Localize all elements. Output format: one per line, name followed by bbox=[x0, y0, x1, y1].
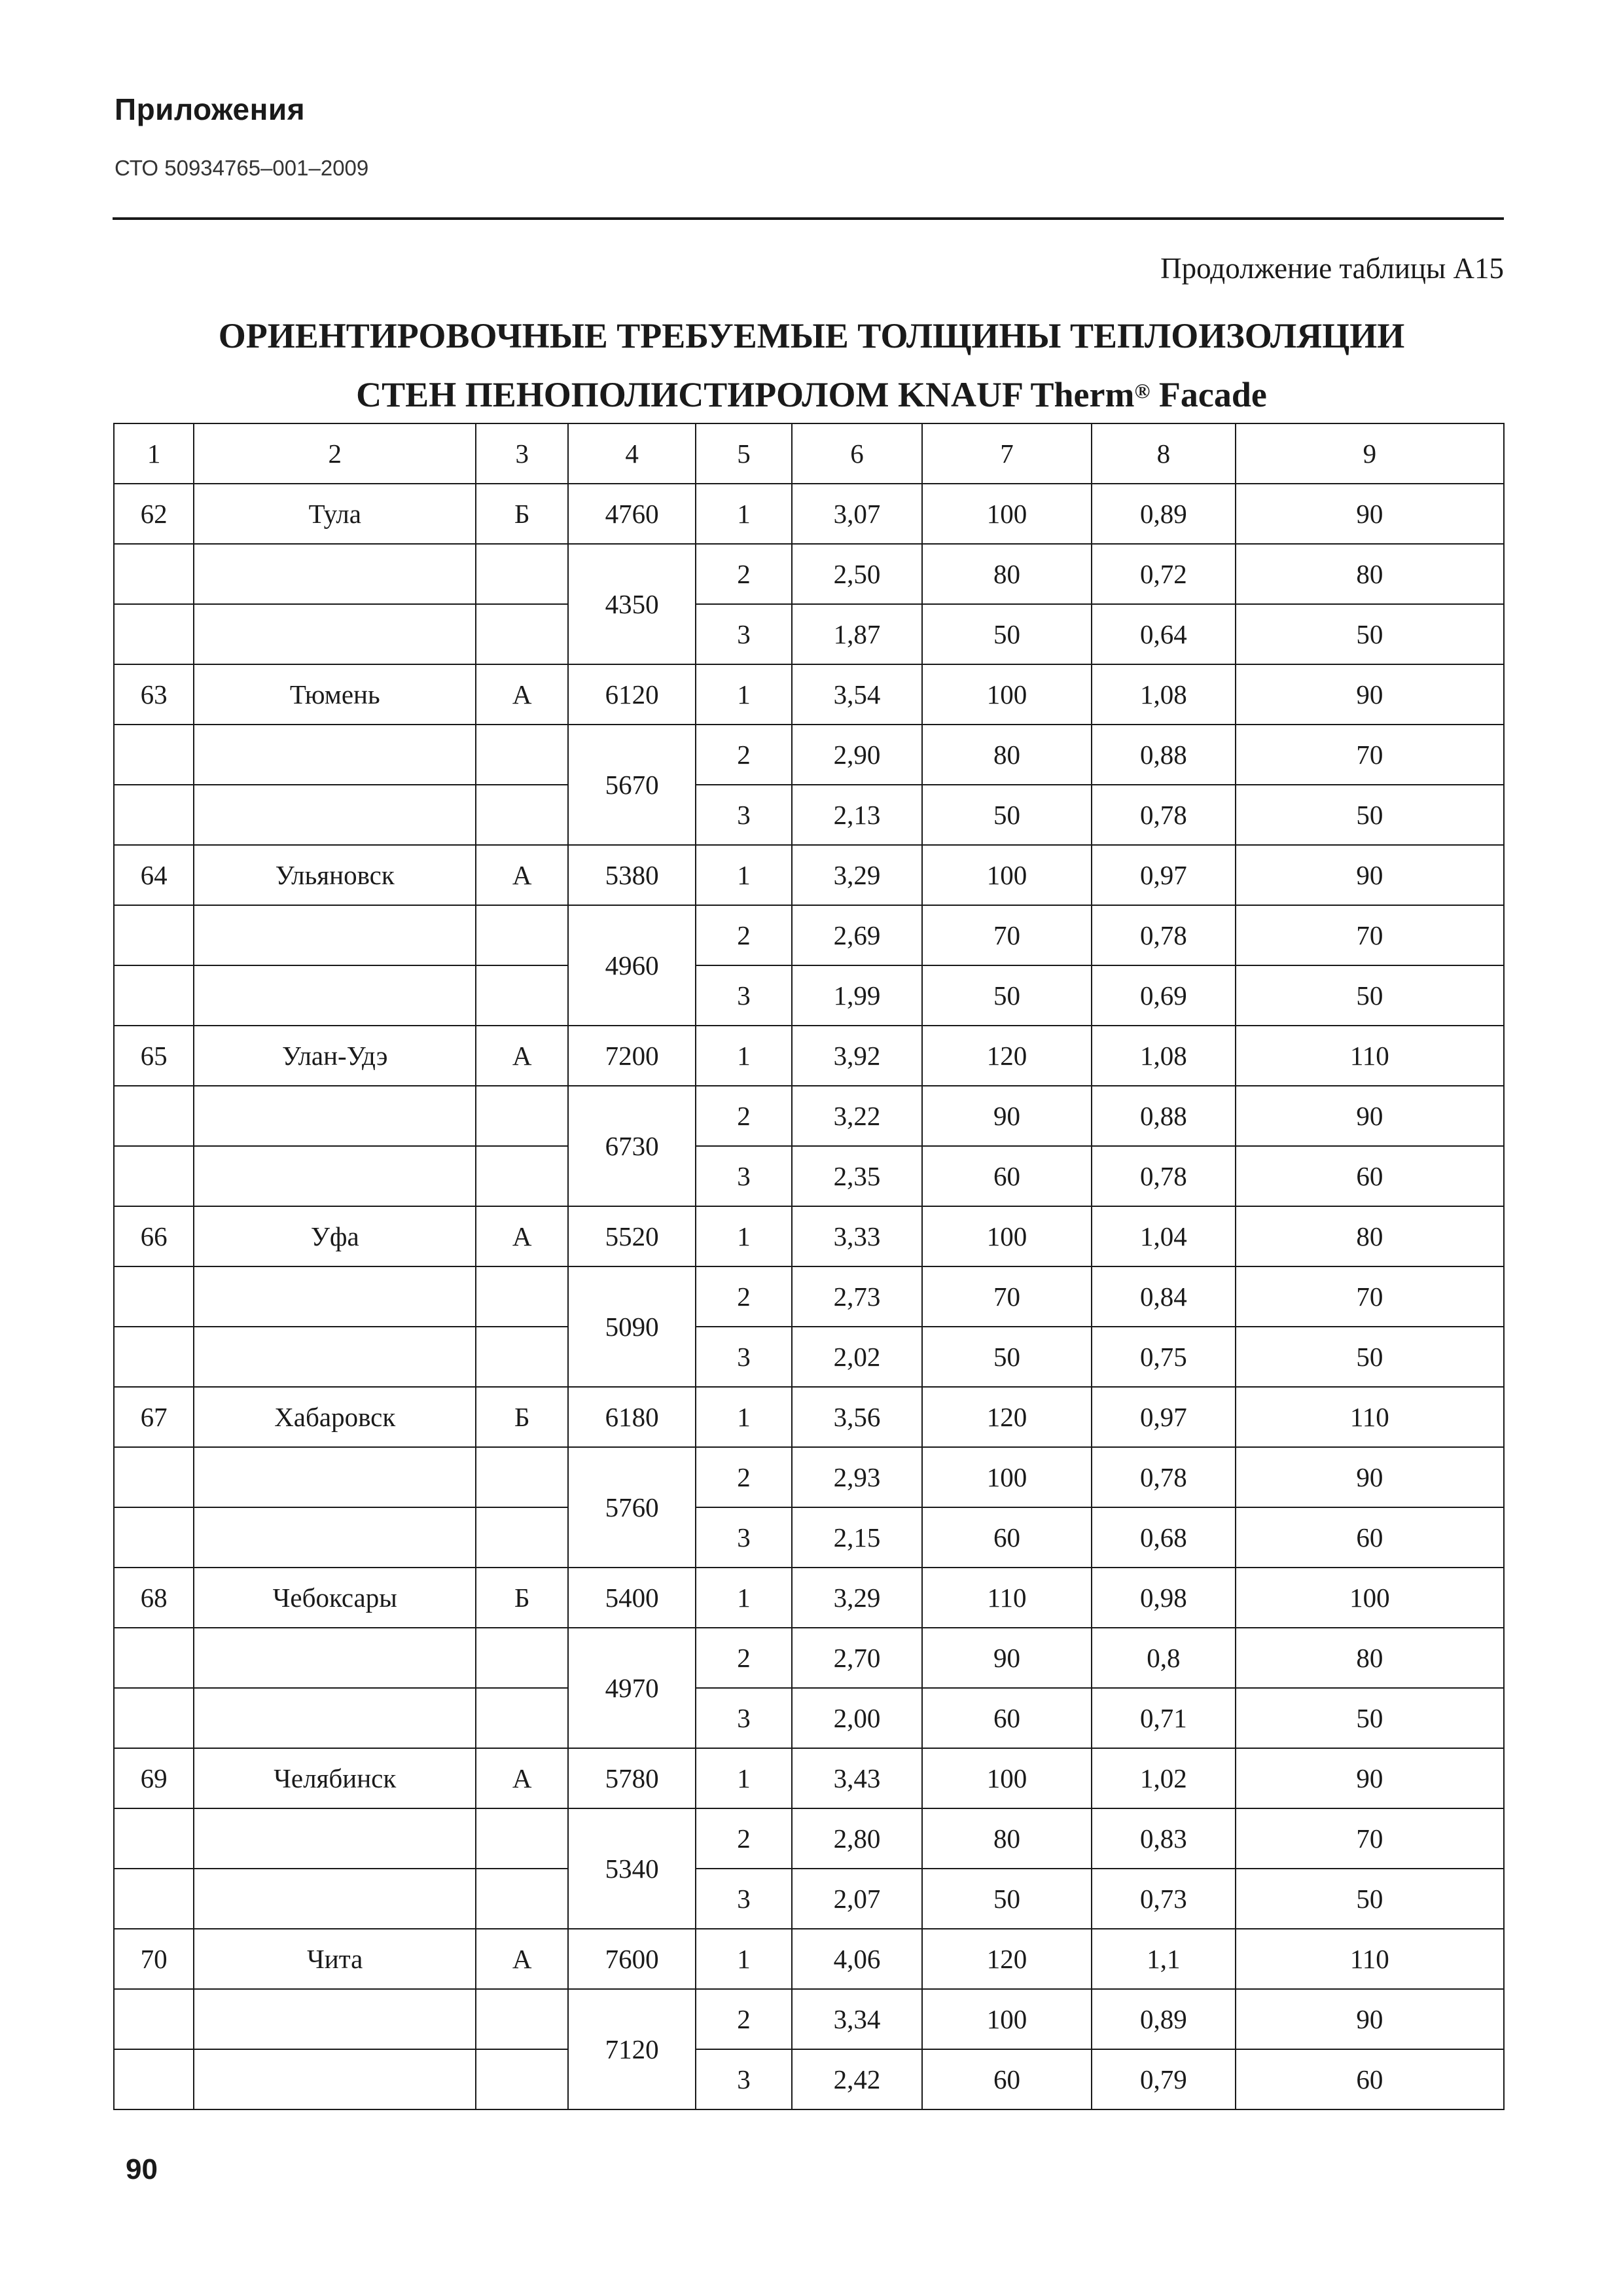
empty-cell bbox=[194, 965, 476, 1026]
value-cell: 110 bbox=[1236, 1387, 1504, 1447]
column-number: 7 bbox=[922, 423, 1092, 484]
empty-cell bbox=[194, 725, 476, 785]
resistance-cell: 3,43 bbox=[792, 1748, 922, 1808]
row-number-cell: 62 bbox=[114, 484, 194, 544]
thickness-cell: 90 bbox=[922, 1628, 1092, 1688]
document-code: СТО 50934765–001–2009 bbox=[115, 156, 369, 180]
empty-cell bbox=[194, 905, 476, 965]
empty-cell bbox=[114, 1507, 194, 1568]
variant-cell: 3 bbox=[696, 785, 792, 845]
empty-cell bbox=[114, 1989, 194, 2049]
coefficient-cell: 1,04 bbox=[1092, 1206, 1236, 1266]
coefficient-cell: 0,75 bbox=[1092, 1327, 1236, 1387]
degree-days-cell: 6180 bbox=[568, 1387, 696, 1447]
zone-cell: А bbox=[476, 1206, 568, 1266]
thickness-cell: 90 bbox=[922, 1086, 1092, 1146]
degree-days-cell: 4350 bbox=[568, 544, 696, 664]
table-row bbox=[114, 845, 1504, 905]
variant-cell: 3 bbox=[696, 2049, 792, 2109]
empty-cell bbox=[194, 1266, 476, 1327]
coefficient-cell: 1,08 bbox=[1092, 664, 1236, 725]
empty-cell bbox=[476, 1086, 568, 1146]
value-cell: 50 bbox=[1236, 965, 1504, 1026]
resistance-cell: 3,33 bbox=[792, 1206, 922, 1266]
value-cell: 90 bbox=[1236, 1086, 1504, 1146]
variant-cell: 2 bbox=[696, 1266, 792, 1327]
coefficient-cell: 0,72 bbox=[1092, 544, 1236, 604]
coefficient-cell: 0,64 bbox=[1092, 604, 1236, 664]
value-cell: 80 bbox=[1236, 1628, 1504, 1688]
coefficient-cell: 0,79 bbox=[1092, 2049, 1236, 2109]
value-cell: 70 bbox=[1236, 1266, 1504, 1327]
variant-cell: 2 bbox=[696, 1808, 792, 1869]
zone-cell: А bbox=[476, 1026, 568, 1086]
empty-cell bbox=[194, 544, 476, 604]
city-cell: Уфа bbox=[194, 1206, 476, 1266]
variant-cell: 2 bbox=[696, 1628, 792, 1688]
resistance-cell: 4,06 bbox=[792, 1929, 922, 1989]
empty-cell bbox=[476, 905, 568, 965]
empty-cell bbox=[476, 1507, 568, 1568]
empty-cell bbox=[114, 785, 194, 845]
zone-cell: А bbox=[476, 1748, 568, 1808]
table-title bbox=[0, 306, 1623, 424]
variant-cell: 3 bbox=[696, 1146, 792, 1206]
empty-cell bbox=[194, 2049, 476, 2109]
table-title-line-2 bbox=[0, 365, 1623, 424]
empty-cell bbox=[114, 544, 194, 604]
row-number-cell: 63 bbox=[114, 664, 194, 725]
resistance-cell: 2,70 bbox=[792, 1628, 922, 1688]
resistance-cell: 3,29 bbox=[792, 1568, 922, 1628]
city-cell: Чита bbox=[194, 1929, 476, 1989]
empty-cell bbox=[114, 965, 194, 1026]
city-cell: Тюмень bbox=[194, 664, 476, 725]
value-cell: 110 bbox=[1236, 1026, 1504, 1086]
empty-cell bbox=[114, 1146, 194, 1206]
coefficient-cell: 0,78 bbox=[1092, 785, 1236, 845]
coefficient-cell: 0,73 bbox=[1092, 1869, 1236, 1929]
value-cell: 50 bbox=[1236, 785, 1504, 845]
resistance-cell: 2,90 bbox=[792, 725, 922, 785]
row-number-cell: 67 bbox=[114, 1387, 194, 1447]
resistance-cell: 2,42 bbox=[792, 2049, 922, 2109]
value-cell: 50 bbox=[1236, 1688, 1504, 1748]
city-cell: Чебоксары bbox=[194, 1568, 476, 1628]
empty-cell bbox=[476, 725, 568, 785]
resistance-cell: 2,69 bbox=[792, 905, 922, 965]
thickness-cell: 80 bbox=[922, 544, 1092, 604]
empty-cell bbox=[476, 544, 568, 604]
table-row bbox=[114, 1447, 1504, 1507]
empty-cell bbox=[194, 1447, 476, 1507]
table-title-line-1: ОРИЕНТИРОВОЧНЫЕ ТРЕБУЕМЫЕ ТОЛЩИНЫ ТЕПЛОИЗОЛЯЦИИ bbox=[218, 316, 1405, 355]
table-row bbox=[114, 1869, 1504, 1929]
table-row bbox=[114, 1929, 1504, 1989]
degree-days-cell: 4760 bbox=[568, 484, 696, 544]
degree-days-cell: 5340 bbox=[568, 1808, 696, 1929]
empty-cell bbox=[114, 2049, 194, 2109]
city-cell: Тула bbox=[194, 484, 476, 544]
degree-days-cell: 5400 bbox=[568, 1568, 696, 1628]
table-row bbox=[114, 604, 1504, 664]
thickness-cell: 100 bbox=[922, 1447, 1092, 1507]
table-row bbox=[114, 1026, 1504, 1086]
value-cell: 110 bbox=[1236, 1929, 1504, 1989]
empty-cell bbox=[114, 1266, 194, 1327]
thickness-cell: 120 bbox=[922, 1387, 1092, 1447]
resistance-cell: 2,15 bbox=[792, 1507, 922, 1568]
resistance-cell: 2,50 bbox=[792, 544, 922, 604]
resistance-cell: 1,87 bbox=[792, 604, 922, 664]
row-number-cell: 64 bbox=[114, 845, 194, 905]
value-cell: 70 bbox=[1236, 1808, 1504, 1869]
resistance-cell: 3,07 bbox=[792, 484, 922, 544]
resistance-cell: 2,07 bbox=[792, 1869, 922, 1929]
variant-cell: 3 bbox=[696, 1688, 792, 1748]
thickness-cell: 60 bbox=[922, 1146, 1092, 1206]
value-cell: 60 bbox=[1236, 1146, 1504, 1206]
value-cell: 100 bbox=[1236, 1568, 1504, 1628]
empty-cell bbox=[114, 1447, 194, 1507]
variant-cell: 1 bbox=[696, 1929, 792, 1989]
empty-cell bbox=[114, 1688, 194, 1748]
empty-cell bbox=[114, 1869, 194, 1929]
zone-cell: Б bbox=[476, 1568, 568, 1628]
table-row bbox=[114, 905, 1504, 965]
value-cell: 90 bbox=[1236, 1447, 1504, 1507]
thickness-cell: 60 bbox=[922, 2049, 1092, 2109]
insulation-thickness-table bbox=[113, 423, 1505, 2110]
variant-cell: 2 bbox=[696, 1989, 792, 2049]
thickness-cell: 100 bbox=[922, 1748, 1092, 1808]
table-row bbox=[114, 1507, 1504, 1568]
empty-cell bbox=[476, 1688, 568, 1748]
column-number: 2 bbox=[194, 423, 476, 484]
zone-cell: А bbox=[476, 1929, 568, 1989]
value-cell: 60 bbox=[1236, 2049, 1504, 2109]
resistance-cell: 2,73 bbox=[792, 1266, 922, 1327]
empty-cell bbox=[476, 1989, 568, 2049]
city-cell: Ульяновск bbox=[194, 845, 476, 905]
thickness-cell: 100 bbox=[922, 1206, 1092, 1266]
degree-days-cell: 7200 bbox=[568, 1026, 696, 1086]
empty-cell bbox=[114, 1086, 194, 1146]
resistance-cell: 3,22 bbox=[792, 1086, 922, 1146]
variant-cell: 1 bbox=[696, 664, 792, 725]
table-row bbox=[114, 1688, 1504, 1748]
row-number-cell: 68 bbox=[114, 1568, 194, 1628]
resistance-cell: 3,54 bbox=[792, 664, 922, 725]
empty-cell bbox=[114, 604, 194, 664]
thickness-cell: 110 bbox=[922, 1568, 1092, 1628]
running-header bbox=[115, 92, 305, 127]
empty-cell bbox=[194, 785, 476, 845]
empty-cell bbox=[476, 785, 568, 845]
empty-cell bbox=[476, 1808, 568, 1869]
value-cell: 80 bbox=[1236, 544, 1504, 604]
coefficient-cell: 0,88 bbox=[1092, 725, 1236, 785]
resistance-cell: 3,56 bbox=[792, 1387, 922, 1447]
thickness-cell: 50 bbox=[922, 785, 1092, 845]
page-number: 90 bbox=[126, 2153, 158, 2185]
resistance-cell: 2,35 bbox=[792, 1146, 922, 1206]
value-cell: 90 bbox=[1236, 484, 1504, 544]
coefficient-cell: 0,97 bbox=[1092, 1387, 1236, 1447]
variant-cell: 3 bbox=[696, 1869, 792, 1929]
column-number-row bbox=[114, 423, 1504, 484]
degree-days-cell: 5670 bbox=[568, 725, 696, 845]
table-row bbox=[114, 1628, 1504, 1688]
coefficient-cell: 0,97 bbox=[1092, 845, 1236, 905]
table-row bbox=[114, 664, 1504, 725]
city-cell: Хабаровск bbox=[194, 1387, 476, 1447]
resistance-cell: 3,29 bbox=[792, 845, 922, 905]
coefficient-cell: 0,78 bbox=[1092, 1146, 1236, 1206]
empty-cell bbox=[476, 1266, 568, 1327]
variant-cell: 2 bbox=[696, 1447, 792, 1507]
city-cell: Челябинск bbox=[194, 1748, 476, 1808]
table-row bbox=[114, 725, 1504, 785]
table-row bbox=[114, 1266, 1504, 1327]
coefficient-cell: 0,68 bbox=[1092, 1507, 1236, 1568]
column-number: 5 bbox=[696, 423, 792, 484]
empty-cell bbox=[114, 905, 194, 965]
table-row bbox=[114, 1327, 1504, 1387]
table-row bbox=[114, 1086, 1504, 1146]
thickness-cell: 50 bbox=[922, 604, 1092, 664]
thickness-cell: 50 bbox=[922, 965, 1092, 1026]
variant-cell: 2 bbox=[696, 905, 792, 965]
coefficient-cell: 0,78 bbox=[1092, 1447, 1236, 1507]
variant-cell: 1 bbox=[696, 1387, 792, 1447]
empty-cell bbox=[476, 1447, 568, 1507]
empty-cell bbox=[194, 1989, 476, 2049]
thickness-cell: 100 bbox=[922, 664, 1092, 725]
coefficient-cell: 0,83 bbox=[1092, 1808, 1236, 1869]
empty-cell bbox=[476, 1869, 568, 1929]
column-number: 3 bbox=[476, 423, 568, 484]
degree-days-cell: 6120 bbox=[568, 664, 696, 725]
empty-cell bbox=[194, 1146, 476, 1206]
coefficient-cell: 0,69 bbox=[1092, 965, 1236, 1026]
degree-days-cell: 5760 bbox=[568, 1447, 696, 1568]
coefficient-cell: 1,02 bbox=[1092, 1748, 1236, 1808]
coefficient-cell: 0,89 bbox=[1092, 1989, 1236, 2049]
table-row bbox=[114, 484, 1504, 544]
thickness-cell: 80 bbox=[922, 1808, 1092, 1869]
thickness-cell: 120 bbox=[922, 1026, 1092, 1086]
column-number: 8 bbox=[1092, 423, 1236, 484]
variant-cell: 1 bbox=[696, 1206, 792, 1266]
resistance-cell: 3,92 bbox=[792, 1026, 922, 1086]
title-line-2-tail: Facade bbox=[1150, 375, 1267, 414]
value-cell: 90 bbox=[1236, 845, 1504, 905]
row-number-cell: 66 bbox=[114, 1206, 194, 1266]
table-body bbox=[114, 423, 1504, 2109]
table-row bbox=[114, 544, 1504, 604]
row-number-cell: 65 bbox=[114, 1026, 194, 1086]
coefficient-cell: 0,8 bbox=[1092, 1628, 1236, 1688]
variant-cell: 1 bbox=[696, 1748, 792, 1808]
coefficient-cell: 1,08 bbox=[1092, 1026, 1236, 1086]
thickness-cell: 60 bbox=[922, 1507, 1092, 1568]
zone-cell: А bbox=[476, 664, 568, 725]
resistance-cell: 2,02 bbox=[792, 1327, 922, 1387]
degree-days-cell: 5380 bbox=[568, 845, 696, 905]
resistance-cell: 1,99 bbox=[792, 965, 922, 1026]
table-row bbox=[114, 1989, 1504, 2049]
value-cell: 90 bbox=[1236, 664, 1504, 725]
coefficient-cell: 0,71 bbox=[1092, 1688, 1236, 1748]
thickness-cell: 70 bbox=[922, 1266, 1092, 1327]
table-row bbox=[114, 1146, 1504, 1206]
title-line-2-main: СТЕН ПЕНОПОЛИСТИРОЛОМ KNAUF Therm bbox=[356, 375, 1135, 414]
section-title: Приложения bbox=[115, 92, 306, 126]
degree-days-cell: 5520 bbox=[568, 1206, 696, 1266]
empty-cell bbox=[476, 1628, 568, 1688]
resistance-cell: 2,93 bbox=[792, 1447, 922, 1507]
value-cell: 70 bbox=[1236, 905, 1504, 965]
empty-cell bbox=[194, 1808, 476, 1869]
resistance-cell: 3,34 bbox=[792, 1989, 922, 2049]
empty-cell bbox=[194, 1327, 476, 1387]
city-cell: Улан-Удэ bbox=[194, 1026, 476, 1086]
empty-cell bbox=[194, 1086, 476, 1146]
value-cell: 60 bbox=[1236, 1507, 1504, 1568]
empty-cell bbox=[476, 965, 568, 1026]
coefficient-cell: 0,84 bbox=[1092, 1266, 1236, 1327]
thickness-cell: 100 bbox=[922, 1989, 1092, 2049]
row-number-cell: 69 bbox=[114, 1748, 194, 1808]
table-row bbox=[114, 965, 1504, 1026]
thickness-cell: 80 bbox=[922, 725, 1092, 785]
variant-cell: 1 bbox=[696, 1026, 792, 1086]
coefficient-cell: 0,89 bbox=[1092, 484, 1236, 544]
table-row bbox=[114, 1206, 1504, 1266]
thickness-cell: 50 bbox=[922, 1327, 1092, 1387]
value-cell: 80 bbox=[1236, 1206, 1504, 1266]
column-number: 4 bbox=[568, 423, 696, 484]
value-cell: 90 bbox=[1236, 1989, 1504, 2049]
table-row bbox=[114, 1568, 1504, 1628]
thickness-cell: 70 bbox=[922, 905, 1092, 965]
table-row bbox=[114, 1748, 1504, 1808]
coefficient-cell: 0,98 bbox=[1092, 1568, 1236, 1628]
variant-cell: 2 bbox=[696, 1086, 792, 1146]
row-number-cell: 70 bbox=[114, 1929, 194, 1989]
table-row bbox=[114, 1387, 1504, 1447]
degree-days-cell: 4960 bbox=[568, 905, 696, 1026]
variant-cell: 2 bbox=[696, 544, 792, 604]
coefficient-cell: 1,1 bbox=[1092, 1929, 1236, 1989]
value-cell: 50 bbox=[1236, 1327, 1504, 1387]
thickness-cell: 100 bbox=[922, 845, 1092, 905]
resistance-cell: 2,00 bbox=[792, 1688, 922, 1748]
empty-cell bbox=[194, 604, 476, 664]
zone-cell: А bbox=[476, 845, 568, 905]
column-number: 9 bbox=[1236, 423, 1504, 484]
empty-cell bbox=[114, 1808, 194, 1869]
variant-cell: 2 bbox=[696, 725, 792, 785]
thickness-cell: 60 bbox=[922, 1688, 1092, 1748]
degree-days-cell: 6730 bbox=[568, 1086, 696, 1206]
column-number: 6 bbox=[792, 423, 922, 484]
empty-cell bbox=[476, 2049, 568, 2109]
zone-cell: Б bbox=[476, 1387, 568, 1447]
thickness-cell: 120 bbox=[922, 1929, 1092, 1989]
value-cell: 70 bbox=[1236, 725, 1504, 785]
degree-days-cell: 5780 bbox=[568, 1748, 696, 1808]
empty-cell bbox=[476, 1327, 568, 1387]
empty-cell bbox=[114, 1628, 194, 1688]
variant-cell: 1 bbox=[696, 1568, 792, 1628]
variant-cell: 3 bbox=[696, 604, 792, 664]
coefficient-cell: 0,78 bbox=[1092, 905, 1236, 965]
registered-mark: ® bbox=[1134, 379, 1150, 403]
variant-cell: 1 bbox=[696, 484, 792, 544]
resistance-cell: 2,80 bbox=[792, 1808, 922, 1869]
thickness-cell: 100 bbox=[922, 484, 1092, 544]
empty-cell bbox=[114, 725, 194, 785]
variant-cell: 3 bbox=[696, 1507, 792, 1568]
value-cell: 90 bbox=[1236, 1748, 1504, 1808]
degree-days-cell: 4970 bbox=[568, 1628, 696, 1748]
empty-cell bbox=[114, 1327, 194, 1387]
variant-cell: 3 bbox=[696, 1327, 792, 1387]
zone-cell: Б bbox=[476, 484, 568, 544]
coefficient-cell: 0,88 bbox=[1092, 1086, 1236, 1146]
table-row bbox=[114, 785, 1504, 845]
degree-days-cell: 7120 bbox=[568, 1989, 696, 2109]
empty-cell bbox=[194, 1628, 476, 1688]
value-cell: 50 bbox=[1236, 604, 1504, 664]
header-divider bbox=[113, 217, 1504, 220]
column-number: 1 bbox=[114, 423, 194, 484]
empty-cell bbox=[476, 1146, 568, 1206]
thickness-cell: 50 bbox=[922, 1869, 1092, 1929]
value-cell: 50 bbox=[1236, 1869, 1504, 1929]
degree-days-cell: 5090 bbox=[568, 1266, 696, 1387]
empty-cell bbox=[476, 604, 568, 664]
resistance-cell: 2,13 bbox=[792, 785, 922, 845]
variant-cell: 3 bbox=[696, 965, 792, 1026]
table-row bbox=[114, 2049, 1504, 2109]
table-continuation-label: Продолжение таблицы А15 bbox=[1160, 252, 1504, 285]
variant-cell: 1 bbox=[696, 845, 792, 905]
empty-cell bbox=[194, 1507, 476, 1568]
empty-cell bbox=[194, 1688, 476, 1748]
degree-days-cell: 7600 bbox=[568, 1929, 696, 1989]
table-row bbox=[114, 1808, 1504, 1869]
empty-cell bbox=[194, 1869, 476, 1929]
